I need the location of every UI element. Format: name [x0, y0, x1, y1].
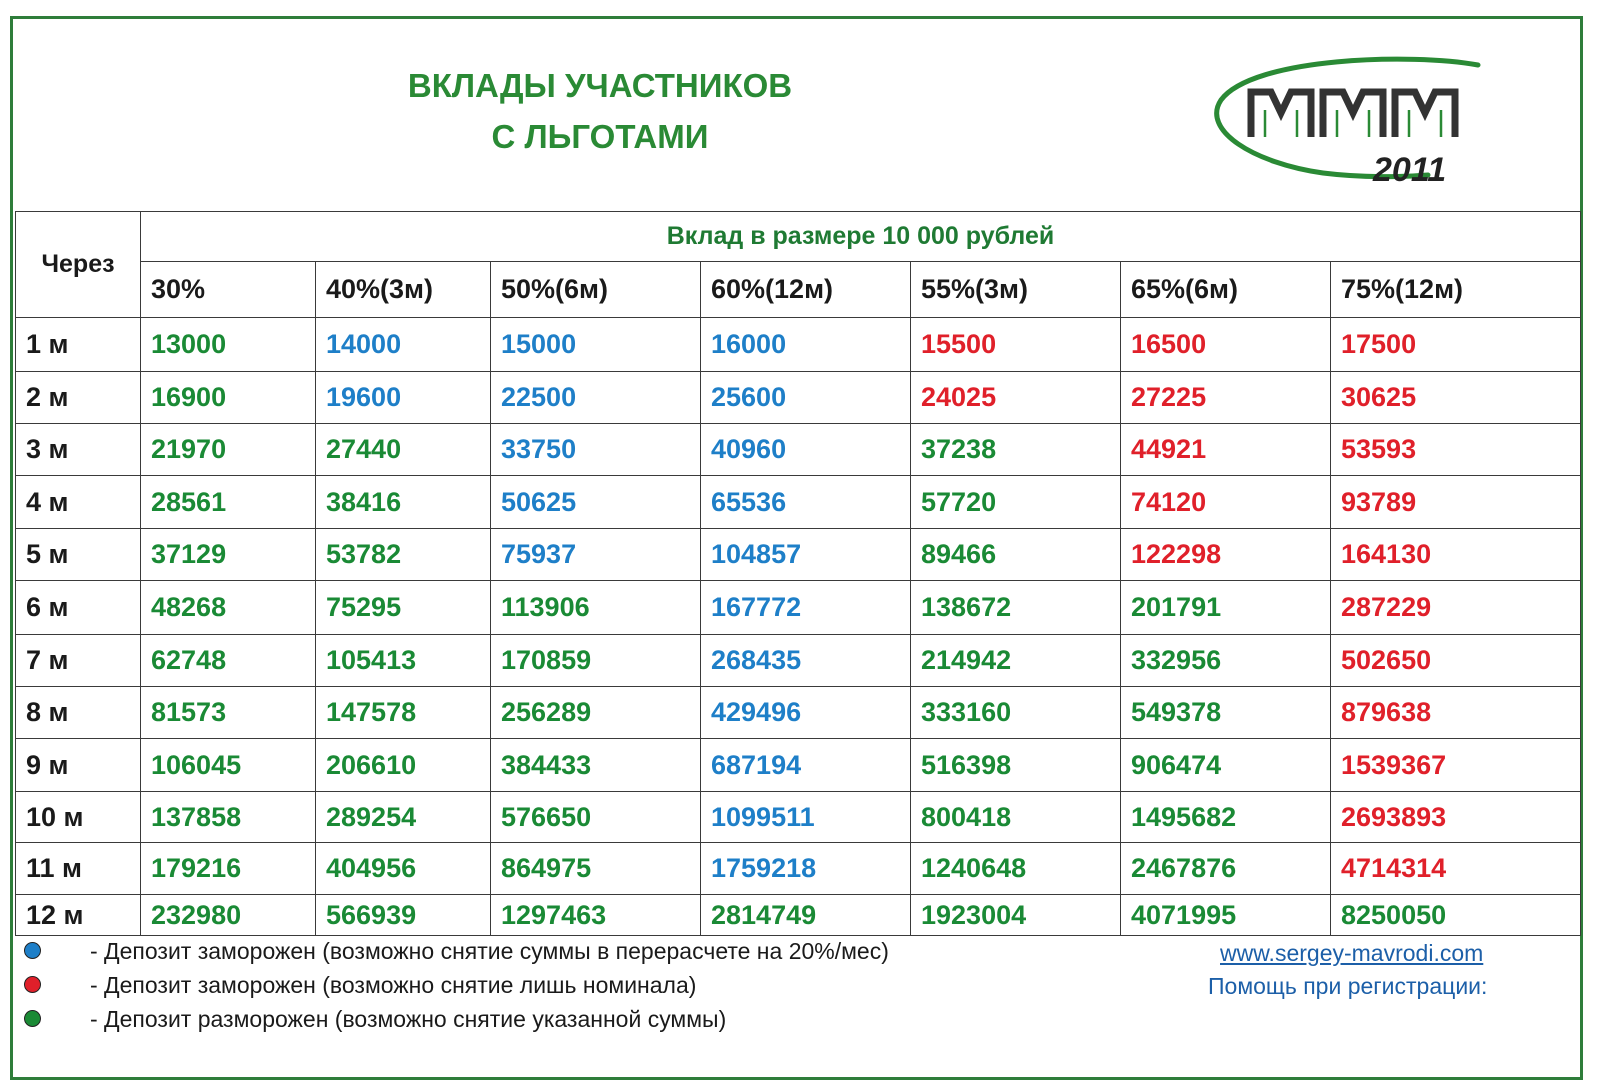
- row-label: 7 м: [16, 635, 141, 687]
- mmm-logo: [1213, 55, 1513, 195]
- table-cell: 2467876: [1121, 843, 1331, 895]
- table-row: [16, 529, 1581, 581]
- table-cell: 201791: [1121, 581, 1331, 635]
- row-label: 6 м: [16, 581, 141, 635]
- table-cell: 75295: [316, 581, 491, 635]
- table-row: [16, 687, 1581, 739]
- title-line-2: С ЛЬГОТАМИ: [491, 118, 709, 155]
- group-header: Вклад в размере 10 000 рублей: [141, 212, 1581, 262]
- table-cell: 566939: [316, 895, 491, 936]
- table-cell: 232980: [141, 895, 316, 936]
- table-cell: 62748: [141, 635, 316, 687]
- table-cell: 106045: [141, 739, 316, 792]
- legend-text: - Депозит заморожен (возможно снятие лишь номинала): [90, 972, 697, 998]
- website-link[interactable]: www.sergey-mavrodi.com: [1220, 940, 1484, 966]
- table-row: [16, 895, 1581, 936]
- table-cell: 384433: [491, 739, 701, 792]
- table-cell: 170859: [491, 635, 701, 687]
- table-cell: 17500: [1331, 318, 1581, 372]
- row-label: 2 м: [16, 372, 141, 424]
- table-row: [16, 739, 1581, 792]
- column-header: 55%(3м): [911, 262, 1121, 318]
- legend: [20, 938, 1020, 1040]
- table-cell: 16500: [1121, 318, 1331, 372]
- table-cell: 53593: [1331, 424, 1581, 476]
- table-cell: 89466: [911, 529, 1121, 581]
- table-cell: 1759218: [701, 843, 911, 895]
- table-cell: 1923004: [911, 895, 1121, 936]
- table-cell: 167772: [701, 581, 911, 635]
- table-cell: 516398: [911, 739, 1121, 792]
- table-cell: 214942: [911, 635, 1121, 687]
- table-cell: 864975: [491, 843, 701, 895]
- row-label: 1 м: [16, 318, 141, 372]
- table-cell: 24025: [911, 372, 1121, 424]
- table-cell: 19600: [316, 372, 491, 424]
- row-label: 11 м: [16, 843, 141, 895]
- table-cell: 2693893: [1331, 792, 1581, 843]
- table-cell: 333160: [911, 687, 1121, 739]
- table-cell: 1495682: [1121, 792, 1331, 843]
- table-cell: 164130: [1331, 529, 1581, 581]
- table-cell: 800418: [911, 792, 1121, 843]
- table-row: [16, 318, 1581, 372]
- legend-text: - Депозит заморожен (возможно снятие суммы в перерасчете на 20%/мес): [90, 938, 889, 964]
- table-row: [16, 476, 1581, 529]
- table-cell: 147578: [316, 687, 491, 739]
- table-cell: 38416: [316, 476, 491, 529]
- table-cell: 37129: [141, 529, 316, 581]
- deposit-table: [15, 211, 1581, 936]
- table-cell: 22500: [491, 372, 701, 424]
- table-cell: 179216: [141, 843, 316, 895]
- legend-text: - Депозит разморожен (возможно снятие указанной суммы): [90, 1006, 727, 1032]
- legend-dot-icon: [24, 1010, 41, 1027]
- table-cell: 122298: [1121, 529, 1331, 581]
- column-header: 50%(6м): [491, 262, 701, 318]
- table-row: [16, 635, 1581, 687]
- table-cell: 404956: [316, 843, 491, 895]
- row-label: 12 м: [16, 895, 141, 936]
- table-cell: 906474: [1121, 739, 1331, 792]
- table-cell: 13000: [141, 318, 316, 372]
- table-cell: 25600: [701, 372, 911, 424]
- table-cell: 4071995: [1121, 895, 1331, 936]
- table-cell: 44921: [1121, 424, 1331, 476]
- table-cell: 1240648: [911, 843, 1121, 895]
- table-row: [16, 372, 1581, 424]
- legend-dot-icon: [24, 976, 41, 993]
- legend-dot-icon: [24, 942, 41, 959]
- title-line-1: ВКЛАДЫ УЧАСТНИКОВ: [407, 67, 793, 104]
- table-cell: 15000: [491, 318, 701, 372]
- row-label: 4 м: [16, 476, 141, 529]
- table-cell: 1539367: [1331, 739, 1581, 792]
- table-cell: 48268: [141, 581, 316, 635]
- table-cell: 21970: [141, 424, 316, 476]
- table-cell: 113906: [491, 581, 701, 635]
- table-cell: 4714314: [1331, 843, 1581, 895]
- row-label: 9 м: [16, 739, 141, 792]
- table-cell: 1297463: [491, 895, 701, 936]
- table-cell: 37238: [911, 424, 1121, 476]
- table-cell: 105413: [316, 635, 491, 687]
- table-cell: 33750: [491, 424, 701, 476]
- table-cell: 1099511: [701, 792, 911, 843]
- table-cell: 40960: [701, 424, 911, 476]
- table-cell: 28561: [141, 476, 316, 529]
- table-cell: 74120: [1121, 476, 1331, 529]
- table-cell: 93789: [1331, 476, 1581, 529]
- table-row: [16, 581, 1581, 635]
- table-cell: 75937: [491, 529, 701, 581]
- column-header: 40%(3м): [316, 262, 491, 318]
- table-cell: 104857: [701, 529, 911, 581]
- table-cell: 27440: [316, 424, 491, 476]
- table-cell: 287229: [1331, 581, 1581, 635]
- table-cell: 576650: [491, 792, 701, 843]
- table-cell: 81573: [141, 687, 316, 739]
- table-cell: 429496: [701, 687, 911, 739]
- table-cell: 53782: [316, 529, 491, 581]
- table-cell: 15500: [911, 318, 1121, 372]
- legend-item: [20, 1006, 1020, 1040]
- row-label: 8 м: [16, 687, 141, 739]
- table-cell: 30625: [1331, 372, 1581, 424]
- table-cell: 879638: [1331, 687, 1581, 739]
- legend-item: [20, 938, 1020, 972]
- table-cell: 2814749: [701, 895, 911, 936]
- column-header: 75%(12м): [1331, 262, 1581, 318]
- row-label: 10 м: [16, 792, 141, 843]
- row-label: 3 м: [16, 424, 141, 476]
- legend-item: [20, 972, 1020, 1006]
- table-cell: 50625: [491, 476, 701, 529]
- page-title: [350, 60, 850, 162]
- registration-help-text: Помощь при регистрации:: [1208, 973, 1488, 999]
- table-cell: 65536: [701, 476, 911, 529]
- column-header: 30%: [141, 262, 316, 318]
- corner-label: Через: [16, 212, 141, 318]
- row-label: 5 м: [16, 529, 141, 581]
- table-cell: 332956: [1121, 635, 1331, 687]
- table-cell: 16900: [141, 372, 316, 424]
- table-cell: 206610: [316, 739, 491, 792]
- table-cell: 27225: [1121, 372, 1331, 424]
- table-cell: 502650: [1331, 635, 1581, 687]
- table-cell: 549378: [1121, 687, 1331, 739]
- column-header: 60%(12м): [701, 262, 911, 318]
- table-cell: 256289: [491, 687, 701, 739]
- table-cell: 289254: [316, 792, 491, 843]
- table-row: [16, 424, 1581, 476]
- table-cell: 8250050: [1331, 895, 1581, 936]
- column-header: 65%(6м): [1121, 262, 1331, 318]
- table-cell: 14000: [316, 318, 491, 372]
- table-cell: 137858: [141, 792, 316, 843]
- table-cell: 57720: [911, 476, 1121, 529]
- table-cell: 687194: [701, 739, 911, 792]
- table-cell: 138672: [911, 581, 1121, 635]
- table-cell: 16000: [701, 318, 911, 372]
- logo-year: 2011: [1373, 151, 1447, 189]
- table-row: [16, 792, 1581, 843]
- table-cell: 268435: [701, 635, 911, 687]
- table-row: [16, 843, 1581, 895]
